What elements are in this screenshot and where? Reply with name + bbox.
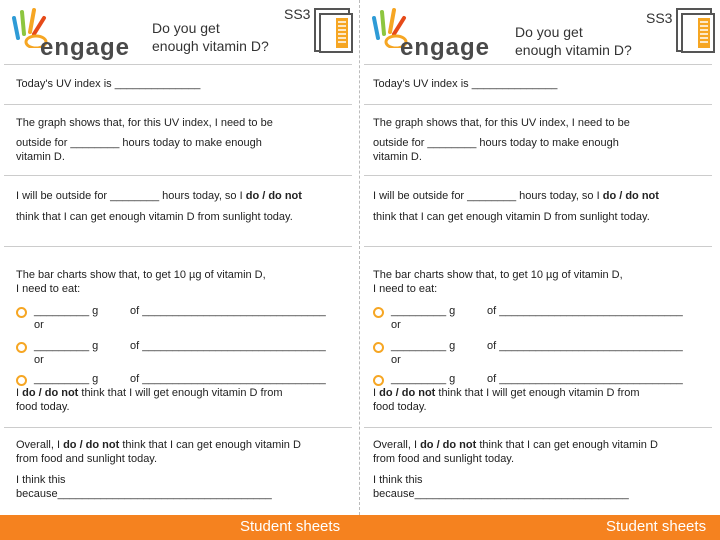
sunlight-line: think that I can get enough vitamin D from sunlight today. xyxy=(16,211,293,223)
bullet-icon xyxy=(16,342,27,353)
reason-line: I think this because___________________________________ xyxy=(16,474,272,500)
document-icon xyxy=(676,8,716,54)
food-amount-1: _________ g xyxy=(391,305,456,317)
bar-charts-line: The bar charts show that, to get 10 µg of vitamin D, I need to eat: xyxy=(373,269,623,295)
engage-logo-text: engage xyxy=(40,34,131,61)
food-amount-3: _________ g xyxy=(391,373,456,385)
ss3-label: SS3 xyxy=(284,6,311,22)
engage-logo xyxy=(12,8,137,61)
food-name-3: of ______________________________ xyxy=(487,373,683,385)
bullet-icon xyxy=(373,307,384,318)
uv-index-line: Today's UV index is ______________ xyxy=(373,78,558,90)
overall-line: Overall, I do / do not think that I can get enough vitamin D from food and sunlight today. xyxy=(373,439,658,465)
bullet-icon xyxy=(16,375,27,386)
or-label-2: or xyxy=(34,354,44,366)
student-sheet-right xyxy=(360,0,720,515)
or-label-2: or xyxy=(391,354,401,366)
outside-hours-line: outside for ________ hours today to make enough vitamin D. xyxy=(373,137,619,163)
ss3-label: SS3 xyxy=(646,10,673,26)
uv-index-line: Today's UV index is ______________ xyxy=(16,78,201,90)
student-sheet-left xyxy=(0,0,360,515)
sheet-title: Do you get enough vitamin D? xyxy=(152,20,269,54)
sunlight-line: think that I can get enough vitamin D from sunlight today. xyxy=(373,211,650,223)
food-name-2: of ______________________________ xyxy=(130,340,326,352)
bullet-icon xyxy=(16,307,27,318)
food-amount-2: _________ g xyxy=(34,340,99,352)
bullet-icon xyxy=(373,375,384,386)
graph-line: The graph shows that, for this UV index, I need to be xyxy=(373,117,630,129)
food-name-1: of ______________________________ xyxy=(130,305,326,317)
reason-line: I think this because___________________________________ xyxy=(373,474,629,500)
food-conclusion-line: I do / do not think that I will get enough vitamin D from food today. xyxy=(16,387,283,413)
food-name-2: of ______________________________ xyxy=(487,340,683,352)
outside-hours-line: outside for ________ hours today to make enough vitamin D. xyxy=(16,137,262,163)
food-name-3: of ______________________________ xyxy=(130,373,326,385)
graph-line: The graph shows that, for this UV index, I need to be xyxy=(16,117,273,129)
food-amount-1: _________ g xyxy=(34,305,99,317)
engage-logo xyxy=(372,8,497,61)
or-label-1: or xyxy=(34,319,44,331)
will-be-outside-line: I will be outside for ________ hours today, so I do / do not xyxy=(16,190,302,202)
or-label-1: or xyxy=(391,319,401,331)
footer-label-left: Student sheets xyxy=(240,518,341,535)
food-name-1: of ______________________________ xyxy=(487,305,683,317)
food-amount-3: _________ g xyxy=(34,373,99,385)
overall-line: Overall, I do / do not think that I can get enough vitamin D from food and sunlight today. xyxy=(16,439,301,465)
footer-label-right: Student sheets xyxy=(606,518,707,535)
will-be-outside-line: I will be outside for ________ hours today, so I do / do not xyxy=(373,190,659,202)
engage-logo-text: engage xyxy=(400,34,491,61)
food-amount-2: _________ g xyxy=(391,340,456,352)
food-conclusion-line: I do / do not think that I will get enough vitamin D from food today. xyxy=(373,387,640,413)
document-icon xyxy=(314,8,354,54)
bar-charts-line: The bar charts show that, to get 10 µg of vitamin D, I need to eat: xyxy=(16,269,266,295)
footer-bar xyxy=(0,515,720,540)
sheet-title: Do you get enough vitamin D? xyxy=(515,24,632,58)
bullet-icon xyxy=(373,342,384,353)
